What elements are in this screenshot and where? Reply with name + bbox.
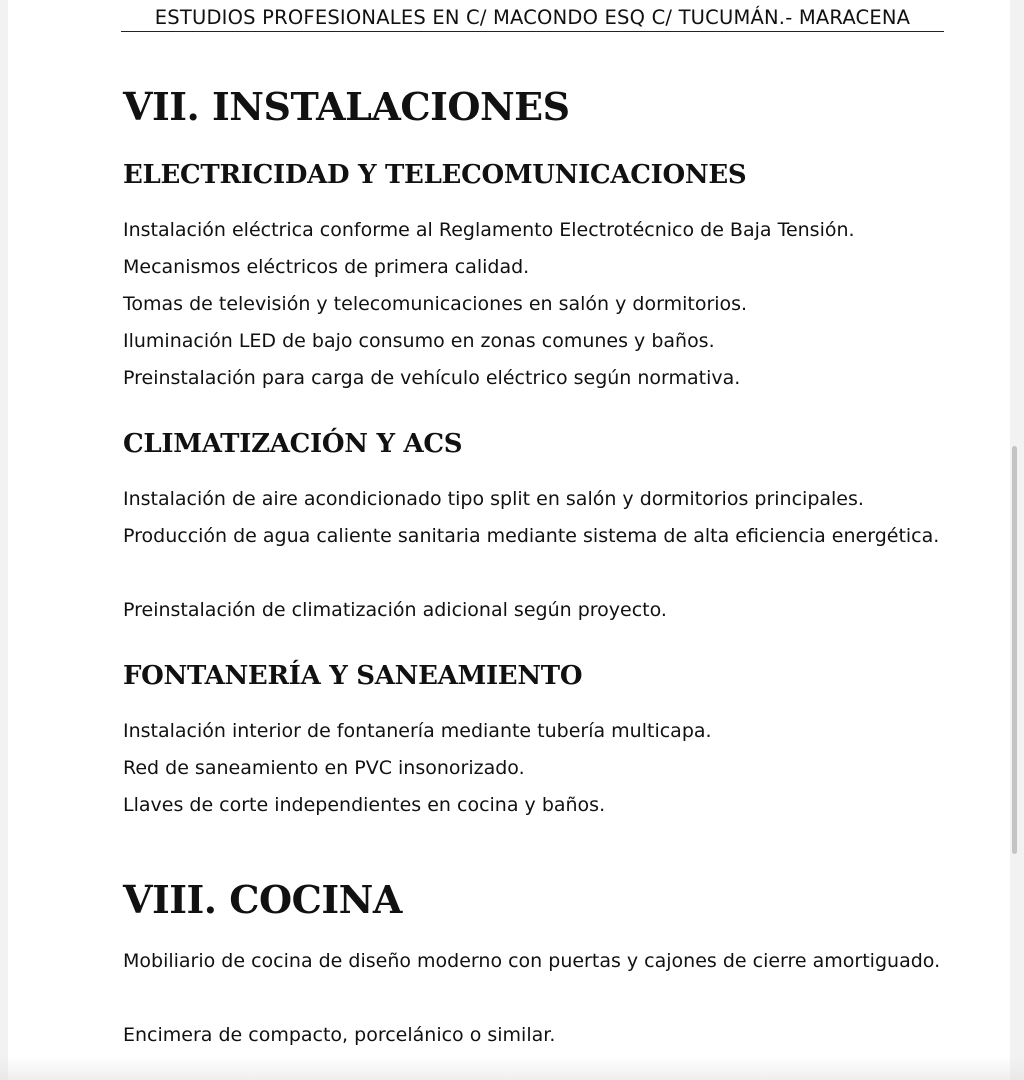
paragraph-line: Instalación eléctrica conforme al Reglamento Electrotécnico de Baja Tensión. [123,219,855,241]
paragraph-line: Iluminación LED de bajo consumo en zonas comunes y baños. [123,330,715,352]
section-title-fontaneria: FONTANERÍA Y SANEAMIENTO [123,661,583,691]
paragraph-line: Encimera de compacto, porcelánico o similar. [123,1024,556,1046]
chapter-title-cocina: VIII. COCINA [123,877,402,922]
section-title-climatizacion: CLIMATIZACIÓN Y ACS [123,429,463,459]
paragraph-line: Mecanismos eléctricos de primera calidad. [123,256,530,278]
paragraph-line: Producción de agua caliente sanitaria mediante sistema de alta eficiencia energética. [123,525,940,547]
paragraph-line: Mobiliario de cocina de diseño moderno con puertas y cajones de cierre amortiguado. [123,950,941,972]
paragraph-line: Instalación de aire acondicionado tipo split en salón y dormitorios principales. [123,488,864,510]
paragraph-line: Preinstalación de climatización adicional según proyecto. [123,599,667,621]
paragraph-line: Preinstalación para carga de vehículo eléctrico según normativa. [123,367,741,389]
vertical-scrollbar[interactable] [1012,446,1017,854]
paragraph-line: Llaves de corte independientes en cocina y baños. [123,794,606,816]
bottom-fade [0,1056,1024,1080]
chapter-title-instalaciones: VII. INSTALACIONES [123,84,570,129]
page-header: ESTUDIOS PROFESIONALES EN C/ MACONDO ESQ C/ TUCUMÁN.- MARACENA [121,4,944,32]
paragraph-line: Instalación interior de fontanería mediante tubería multicapa. [123,720,712,742]
section-title-electricidad: ELECTRICIDAD Y TELECOMUNICACIONES [123,160,747,190]
paragraph-line: Tomas de televisión y telecomunicaciones en salón y dormitorios. [123,293,748,315]
paragraph-line: Red de saneamiento en PVC insonorizado. [123,757,525,779]
document-page [8,0,1010,1080]
